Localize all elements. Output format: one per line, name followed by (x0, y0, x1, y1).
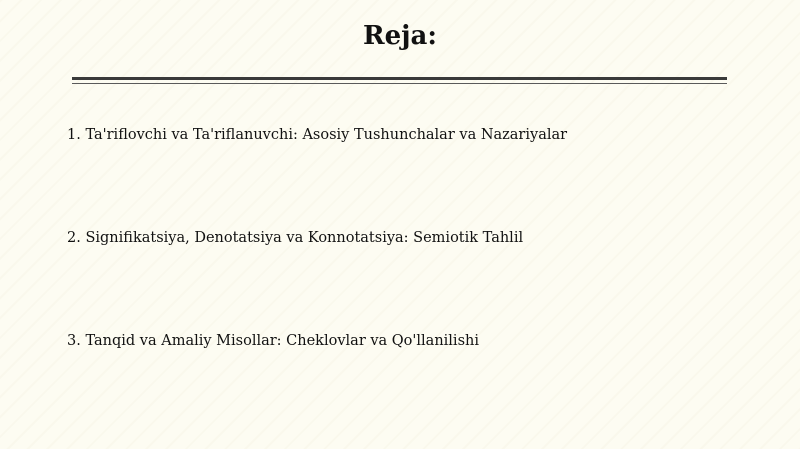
slide-title: Reja: (362, 21, 437, 51)
divider-thick-line (72, 77, 727, 80)
list-item: 1. Ta'riflovchi va Ta'riflanuvchi: Asosiy Tushunchalar va Nazariyalar (67, 127, 568, 143)
list-item: 3. Tanqid va Amaliy Misollar: Cheklovlar va Qo'llanilishi (67, 333, 479, 349)
list-item: 2. Signifikatsiya, Denotatsiya va Konnotatsiya: Semiotik Tahlil (67, 230, 524, 246)
title-divider (72, 77, 727, 86)
divider-thin-line (72, 83, 727, 84)
